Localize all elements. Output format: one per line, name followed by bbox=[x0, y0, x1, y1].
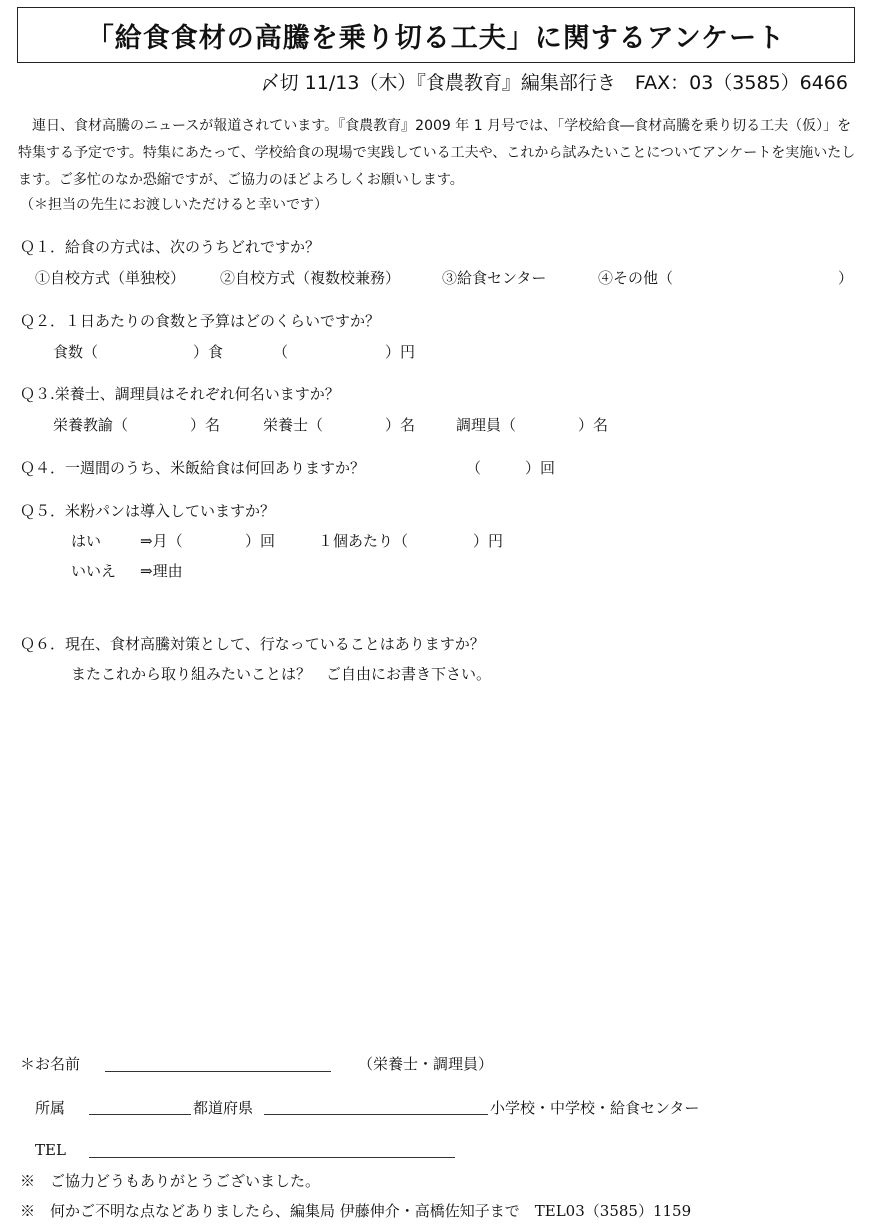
q4-unit: ）回 bbox=[525, 459, 556, 477]
name-role: （栄養士・調理員） bbox=[358, 1055, 494, 1073]
q1-option-4-close: ） bbox=[838, 269, 854, 287]
q1-option-2[interactable]: ②自校方式（複数校兼務） bbox=[220, 269, 401, 287]
school-type-label: 小学校・中学校・給食センター bbox=[490, 1099, 700, 1117]
q5-yes-month-unit: ）回 bbox=[245, 532, 276, 550]
q5-yes-month-label: ⇒月（ bbox=[140, 532, 183, 550]
q3-cook-label: 調理員（ bbox=[456, 416, 517, 434]
q5-yes-price-unit: ）円 bbox=[473, 532, 504, 550]
q3-cook-unit: ）名 bbox=[578, 416, 609, 434]
q5-no[interactable]: いいえ bbox=[71, 562, 117, 580]
school-input-line[interactable] bbox=[264, 1114, 488, 1115]
contact-note: ※ 何かご不明な点などありましたら、編集局 伊藤伸介・高橋佐知子まで TEL03（3585）1159 bbox=[20, 1202, 692, 1220]
title-box bbox=[17, 7, 855, 63]
q5-yes[interactable]: はい bbox=[71, 532, 102, 550]
question-5: Ｑ５．米粉パンは導入していますか？ bbox=[20, 502, 276, 520]
q3-teacher-label: 栄養教諭（ bbox=[53, 416, 129, 434]
q2-meals-label: 食数（ bbox=[53, 343, 99, 361]
q1-option-3[interactable]: ③給食センター bbox=[442, 269, 547, 287]
question-6-sub: またこれから取り組みたいことは？ ご自由にお書き下さい。 bbox=[71, 665, 492, 683]
tel-input-line[interactable] bbox=[89, 1157, 455, 1158]
q3-dietitian-label: 栄養士（ bbox=[263, 416, 324, 434]
name-label: ＊お名前 bbox=[20, 1055, 81, 1073]
tel-label: TEL bbox=[35, 1141, 66, 1159]
q5-no-reason-label: ⇒理由 bbox=[140, 562, 183, 580]
deadline-fax-line: 〆切 11/13（木）『食農教育』編集部行き FAX：03（3585）6466 bbox=[260, 72, 848, 94]
q3-dietitian-unit: ）名 bbox=[385, 416, 416, 434]
thanks-note: ※ ご協力どうもありがとうございました。 bbox=[20, 1172, 321, 1190]
prefecture-label: 都道府県 bbox=[193, 1099, 254, 1117]
q2-budget-unit: ）円 bbox=[385, 343, 416, 361]
question-4: Ｑ４．一週間のうち、米飯給食は何回ありますか？ bbox=[20, 459, 366, 477]
question-3: Ｑ３.栄養士、調理員はそれぞれ何名いますか？ bbox=[20, 385, 340, 403]
prefecture-input-line[interactable] bbox=[89, 1114, 191, 1115]
q1-option-4[interactable]: ④その他（ bbox=[598, 269, 674, 287]
name-input-line[interactable] bbox=[105, 1071, 331, 1072]
question-6: Ｑ６．現在、食材高騰対策として、行なっていることはありますか？ bbox=[20, 635, 485, 653]
q3-teacher-unit: ）名 bbox=[190, 416, 221, 434]
q2-budget-open: （ bbox=[273, 343, 289, 361]
q1-option-1[interactable]: ①自校方式（単独校） bbox=[35, 269, 186, 287]
intro-note: （＊担当の先生にお渡しいただけると幸いです） bbox=[20, 197, 328, 213]
q5-yes-price-label: １個あたり（ bbox=[318, 532, 409, 550]
document-title: 「給食食材の高騰を乗り切る工夫」に関するアンケート bbox=[86, 22, 786, 54]
affiliation-label: 所属 bbox=[35, 1099, 66, 1117]
q2-meals-unit: ）食 bbox=[193, 343, 224, 361]
intro-paragraph: 連日、食材高騰のニュースが報道されています。『食農教育』2009 年 1 月号では、「学校給食―食材高騰を乗り切る工夫（仮）」を特集する予定です。特集にあたって、学校給食の現場で実践している工夫や、これから試みたいことについてアンケートを実施いたします。ご多忙のなか恐縮ですが、ご協力のほどよろしくお願いします。 bbox=[18, 118, 856, 188]
q4-open: （ bbox=[466, 459, 482, 477]
question-1: Ｑ１．給食の方式は、次のうちどれですか？ bbox=[20, 238, 321, 256]
question-2: Ｑ２．１日あたりの食数と予算はどのくらいですか？ bbox=[20, 312, 381, 330]
